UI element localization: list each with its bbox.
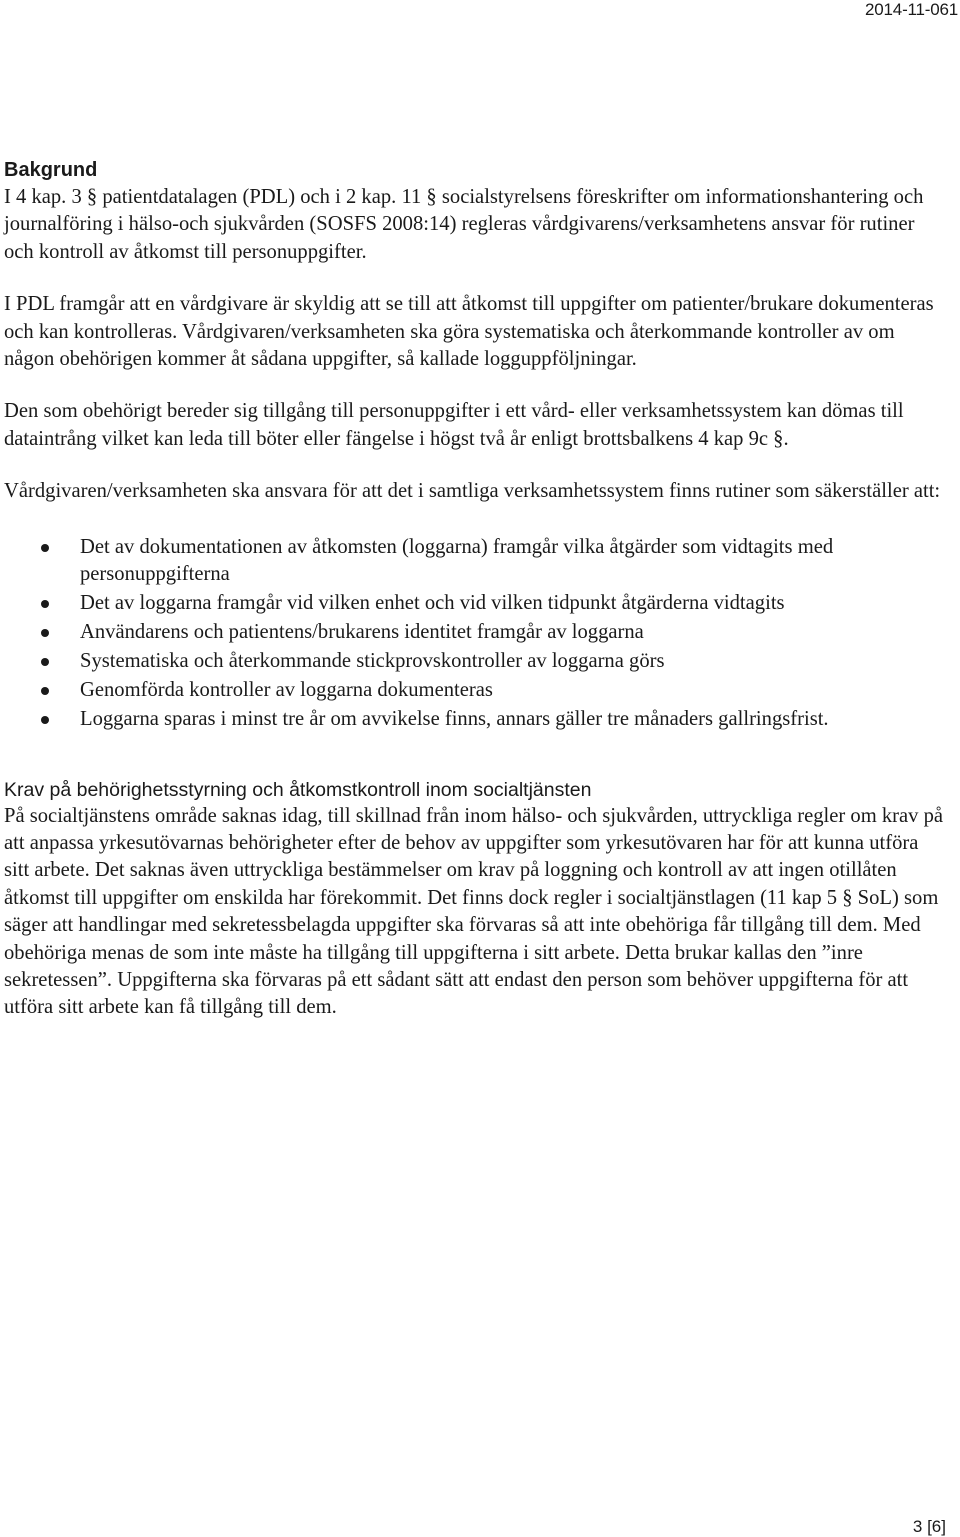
paragraph-3: Den som obehörigt bereder sig tillgång till personuppgifter i ett vård- eller verksamhetssystem kan dömas till dataintrång vilket kan leda till böter eller fängelse i högst två år enligt brottsbalkens 4 kap 9c §. bbox=[4, 400, 904, 450]
bullet-icon bbox=[41, 600, 49, 608]
bullet-icon bbox=[41, 716, 49, 724]
requirements-list bbox=[4, 534, 944, 733]
list-item bbox=[4, 677, 944, 704]
bullet-icon bbox=[41, 544, 49, 552]
list-item-text: Systematiska och återkommande stickprovskontroller av loggarna görs bbox=[80, 649, 665, 672]
list-item-text: Genomförda kontroller av loggarna dokumenteras bbox=[80, 678, 493, 701]
list-item bbox=[4, 534, 944, 589]
bullet-icon bbox=[41, 687, 49, 695]
list-item bbox=[4, 706, 944, 733]
list-item-text: Loggarna sparas i minst tre år om avvikelse finns, annars gäller tre månaders gallringsfrist. bbox=[80, 707, 829, 730]
paragraph-5: På socialtjänstens område saknas idag, till skillnad från inom hälso- och sjukvården, uttryckliga regler om krav på att anpassa yrkesutövarnas behörigheter efter de behov av uppgifter som yrkesutövaren har för att kunna utföra sitt arbete. Det saknas även uttryckliga bestämmelser om krav på loggning och kontroll av att ingen otillåten åtkomst till uppgifter om enskilda har förekommit. Det finns dock regler i socialtjänstlagen (11 kap 5 § SoL) som säger att handlingar med sekretessbelagda uppgifter ska förvaras så att inte obehöriga får tillgång till dem. Med obehöriga menas de som inte måste ha tillgång till uppgifterna i sitt arbete. Detta brukar kallas den ”inre sekretessen”. Uppgifterna ska förvaras på ett sådant sätt att endast den person som behöver uppgifterna för att utföra sitt arbete kan få tillgång till dem. bbox=[4, 804, 944, 1019]
page-number: 3 [6] bbox=[912, 1517, 946, 1536]
list-item bbox=[4, 619, 944, 646]
list-item-text: Användarens och patientens/brukarens identitet framgår av loggarna bbox=[80, 620, 644, 643]
list-item bbox=[4, 590, 944, 617]
bullet-icon bbox=[41, 658, 49, 666]
list-item bbox=[4, 648, 944, 675]
paragraph-4: Vårdgivaren/verksamheten ska ansvara för att det i samtliga verksamhetssystem finns rutiner som säkerställer att: bbox=[4, 480, 941, 503]
heading-krav: Krav på behörighetsstyrning och åtkomstkontroll inom socialtjänsten bbox=[4, 778, 592, 801]
paragraph-2: I PDL framgår att en vårdgivare är skyldig att se till att åtkomst till uppgifter om patienter/brukare dokumenteras och kan kontrolleras. Vårdgivaren/verksamheten ska göra systematiska och återkommande kontroller av om någon obehörigen kommer åt sådana uppgifter, så kallade logguppföljningar. bbox=[4, 293, 934, 371]
list-item-text: Det av loggarna framgår vid vilken enhet och vid vilken tidpunkt åtgärderna vidtagits bbox=[80, 591, 785, 614]
document-body bbox=[4, 156, 944, 1022]
bullet-icon bbox=[41, 629, 49, 637]
header-date: 2014-11-061 bbox=[865, 0, 958, 19]
paragraph-1: I 4 kap. 3 § patientdatalagen (PDL) och i 2 kap. 11 § socialstyrelsens föreskrifter om informationshantering och journalföring i hälso-och sjukvården (SOSFS 2008:14) regleras vårdgivarens/verksamhetens ansvar för rutiner och kontroll av åtkomst till personuppgifter. bbox=[4, 186, 924, 263]
list-item-text: Det av dokumentationen av åtkomsten (loggarna) framgår vilka åtgärder som vidtagits med personuppgifterna bbox=[80, 535, 834, 586]
heading-bakgrund: Bakgrund bbox=[4, 159, 98, 181]
